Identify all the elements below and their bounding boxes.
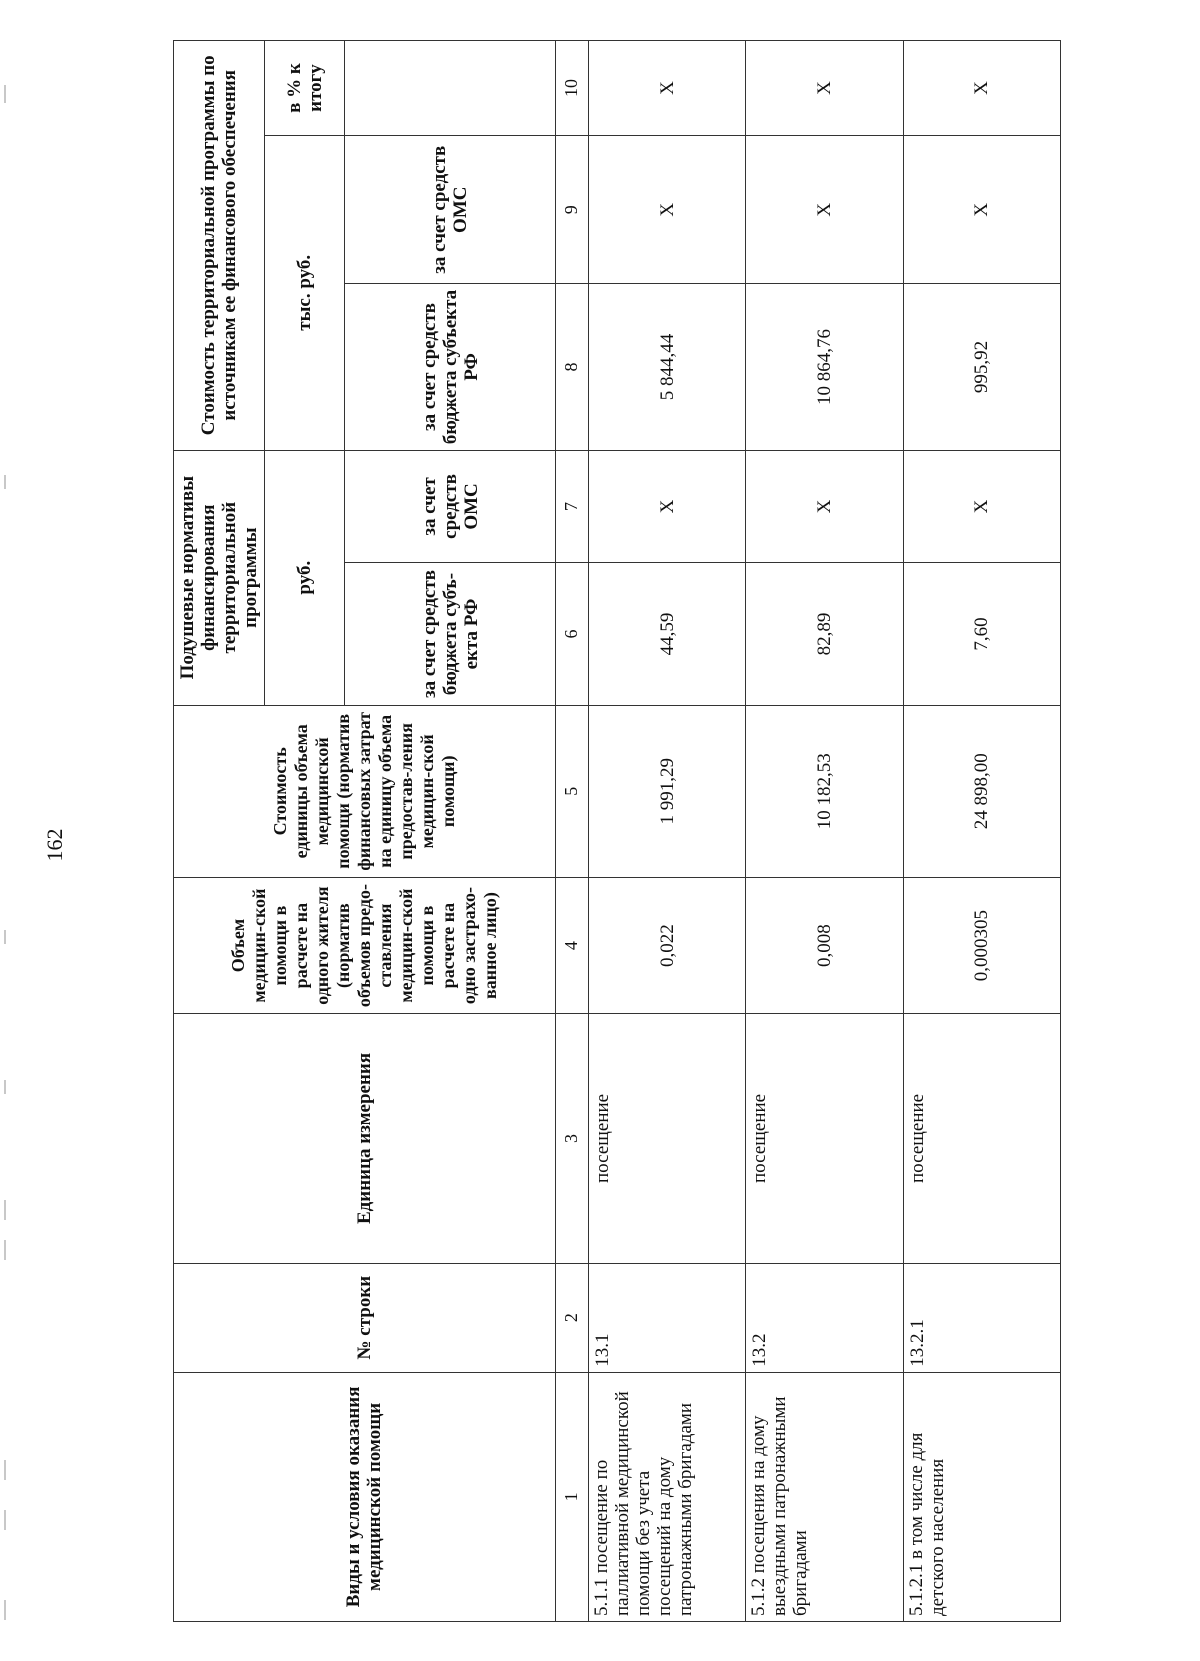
header-unit-cost: Стоимость единицы объема медицинской помощи (норматив финансовых затрат на единицу объема предостав-ления медицин-ской помощи): [174, 705, 556, 877]
row-line-number: 13.2: [746, 1263, 903, 1372]
table-row: [588, 41, 745, 1622]
row-unit: посещение: [588, 1014, 745, 1263]
column-number-row: [555, 41, 588, 1622]
column-number: 6: [555, 563, 588, 705]
medical-care-cost-table: [173, 40, 1061, 1622]
column-number: 8: [555, 284, 588, 450]
header-unit-thousand-rub: тыс. руб.: [265, 136, 345, 451]
header-cost-budget: за счет средств бюджета субъекта РФ: [345, 284, 555, 450]
row-percent: X: [588, 41, 745, 136]
row-cost-budget: 10 864,76: [746, 284, 903, 450]
row-percent: X: [746, 41, 903, 136]
scan-edge-mark: [4, 1080, 6, 1094]
scan-edge-mark: [4, 1600, 6, 1620]
row-cost-oms: X: [746, 136, 903, 284]
header-percent-total: в % к итогу: [265, 41, 345, 136]
row-unit-cost: 24 898,00: [903, 705, 1060, 877]
row-unit: посещение: [903, 1014, 1060, 1263]
row-cost-budget: 995,92: [903, 284, 1060, 450]
row-unit-cost: 1 991,29: [588, 705, 745, 877]
row-pc-budget: 82,89: [746, 563, 903, 705]
row-name: 5.1.2.1 в том числе для детского населения: [903, 1372, 1060, 1621]
scan-edge-mark: [4, 1240, 6, 1260]
header-unit: Единица измерения: [174, 1014, 556, 1263]
row-unit: посещение: [746, 1014, 903, 1263]
scan-edge-mark: [4, 475, 6, 489]
page-number: 162: [42, 828, 67, 862]
column-number: 7: [555, 450, 588, 563]
column-number: 9: [555, 136, 588, 284]
column-number: 10: [555, 41, 588, 136]
row-percent: X: [903, 41, 1060, 136]
row-volume: 0,022: [588, 877, 745, 1013]
row-name: 5.1.1 посещение по паллиативной медицинской помощи без учета посещений на дому патронажными бригадами: [588, 1372, 745, 1621]
header-per-capita-group: Подушевые нормативы финансирования территориальной программы: [174, 450, 265, 705]
row-name: 5.1.2 посещения на дому выездными патронажными бригадами: [746, 1372, 903, 1621]
scan-edge-mark: [4, 930, 6, 944]
row-volume: 0,000305: [903, 877, 1060, 1013]
row-volume: 0,008: [746, 877, 903, 1013]
header-volume: Объем медицин-ской помощи в расчете на одного жителя (норматив объемов предо-ставления медицин-ской помощи в расчете на одно застрахо-ванное лицо): [174, 877, 556, 1013]
column-number: 4: [555, 877, 588, 1013]
row-line-number: 13.2.1: [903, 1263, 1060, 1372]
scan-edge-mark: [4, 1510, 6, 1530]
header-pc-oms: за счет средств ОМС: [345, 450, 555, 563]
column-number: 1: [555, 1372, 588, 1621]
rotated-table-page: [173, 40, 1061, 1622]
row-pc-oms: X: [903, 450, 1060, 563]
row-line-number: 13.1: [588, 1263, 745, 1372]
scan-edge-mark: [4, 1460, 6, 1480]
scan-edge-mark: [4, 1200, 6, 1220]
column-number: 3: [555, 1014, 588, 1263]
header-unit-rub: руб.: [265, 450, 345, 705]
row-pc-oms: X: [746, 450, 903, 563]
row-cost-oms: X: [903, 136, 1060, 284]
row-cost-oms: X: [588, 136, 745, 284]
header-cost-oms: за счет средств ОМС: [345, 136, 555, 284]
row-pc-oms: X: [588, 450, 745, 563]
column-number: 5: [555, 705, 588, 877]
row-unit-cost: 10 182,53: [746, 705, 903, 877]
scan-edge-mark: [4, 85, 6, 103]
header-line-number: № строки: [174, 1263, 556, 1372]
header-pc-budget: за счет средств бюджета субъ-екта РФ: [345, 563, 555, 705]
header-types-of-care: Виды и условия оказания медицинской помощи: [174, 1372, 556, 1621]
row-pc-budget: 44,59: [588, 563, 745, 705]
header-program-cost-group: Стоимость территориальной программы по источникам ее финансового обеспечения: [174, 41, 265, 451]
header-blank-cell: [345, 41, 555, 136]
row-pc-budget: 7,60: [903, 563, 1060, 705]
column-number: 2: [555, 1263, 588, 1372]
row-cost-budget: 5 844,44: [588, 284, 745, 450]
table-row: [746, 41, 903, 1622]
table-row: [903, 41, 1060, 1622]
